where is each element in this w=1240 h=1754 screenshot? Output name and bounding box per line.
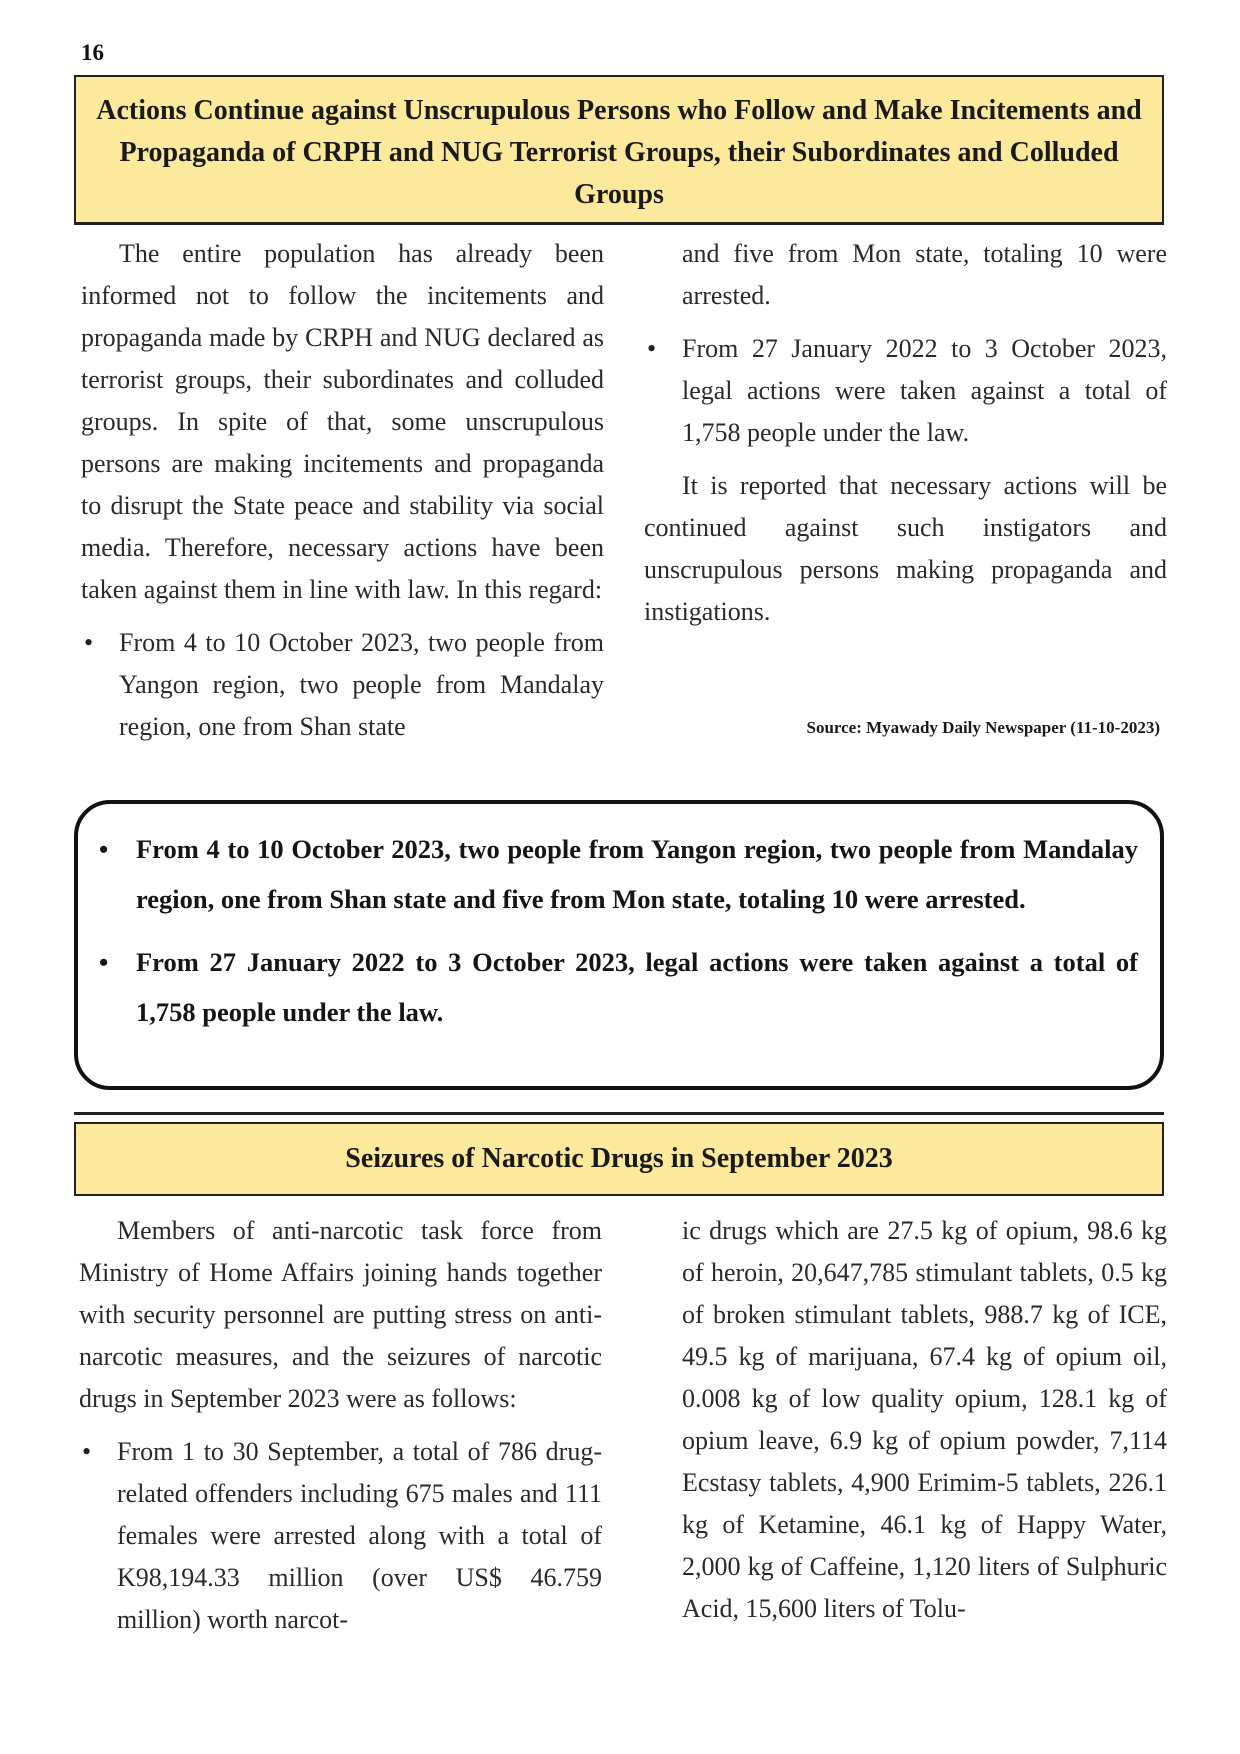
article2-title: Seizures of Narcotic Drugs in September 2023 [74,1122,1164,1196]
article2-left-column [79,1210,602,1641]
source-credit: Source: Myawady Daily Newspaper (11-10-2023) [806,718,1160,737]
article1-closing-paragraph: It is reported that necessary actions will be continued against such instigators and unscrupulous persons making propaganda and instigations. [644,471,1167,626]
article1-bullet-arrests-start: • From 4 to 10 October 2023, two people from Yangon region, two people from Mandalay region, one from Shan state [81,622,604,748]
article2-bullet-seizures-continued: ic drugs which are 27.5 kg of opium, 98.6 kg of heroin, 20,647,785 stimulant tablets, 0.5 kg of broken stimulant tablets, 988.7 kg of ICE, 49.5 kg of marijuana, 67.4 kg of opium oil, 0.008 kg of low quality opium, 128.1 kg of opium leave, 6.9 kg of opium powder, 7,114 Ecstasy tablets, 4,900 Erimim-5 tablets, 226.1 kg of Ketamine, 46.1 kg of Happy Water, 2,000 kg of Caffeine, 1,120 liters of Sulphuric Acid, 15,600 liters of Tolu- [682,1216,1167,1623]
article-title: Actions Continue against Unscrupulous Persons who Follow and Make Incitements and Propaganda of CRPH and NUG Terrorist Groups, their Subordinates and Colluded Groups [74,75,1164,225]
article1-left-column [81,233,604,748]
highlight-box [74,800,1164,1090]
article1-right-column [644,233,1167,633]
section-divider [74,1112,1164,1115]
article1-bullet-legal-actions: • From 27 January 2022 to 3 October 2023, legal actions were taken against a total of 1,758 people under the law. [644,328,1167,454]
article1-bullet-arrests-continued: and five from Mon state, totaling 10 were arrested. [682,239,1167,310]
article1-intro-paragraph: The entire population has already been informed not to follow the incitements and propaganda made by CRPH and NUG declared as terrorist groups, their subordinates and colluded groups. In spite of that, some unscrupulous persons are making incitements and propaganda to disrupt the State peace and stability via social media. Therefore, necessary actions have been taken against them in line with law. In this regard: [81,239,604,604]
highlight-item-legal-actions: • From 27 January 2022 to 3 October 2023, legal actions were taken against a total of 1,758 people under the law. [136,937,1138,1037]
article2-bullet-seizures-start: • From 1 to 30 September, a total of 786 drug-related offenders including 675 males and 111 females were arrested along with a total of K98,194.33 million (over US$ 46.759 million) worth narcot- [79,1431,602,1641]
page-number: 16 [81,40,104,65]
article2-intro-paragraph: Members of anti-narcotic task force from Ministry of Home Affairs joining hands together with security personnel are putting stress on anti-narcotic measures, and the seizures of narcotic drugs in September 2023 were as follows: [79,1216,602,1413]
highlight-item-arrests: • From 4 to 10 October 2023, two people from Yangon region, two people from Mandalay region, one from Shan state and five from Mon state, totaling 10 were arrested. [136,824,1138,924]
article2-right-column [644,1210,1167,1630]
